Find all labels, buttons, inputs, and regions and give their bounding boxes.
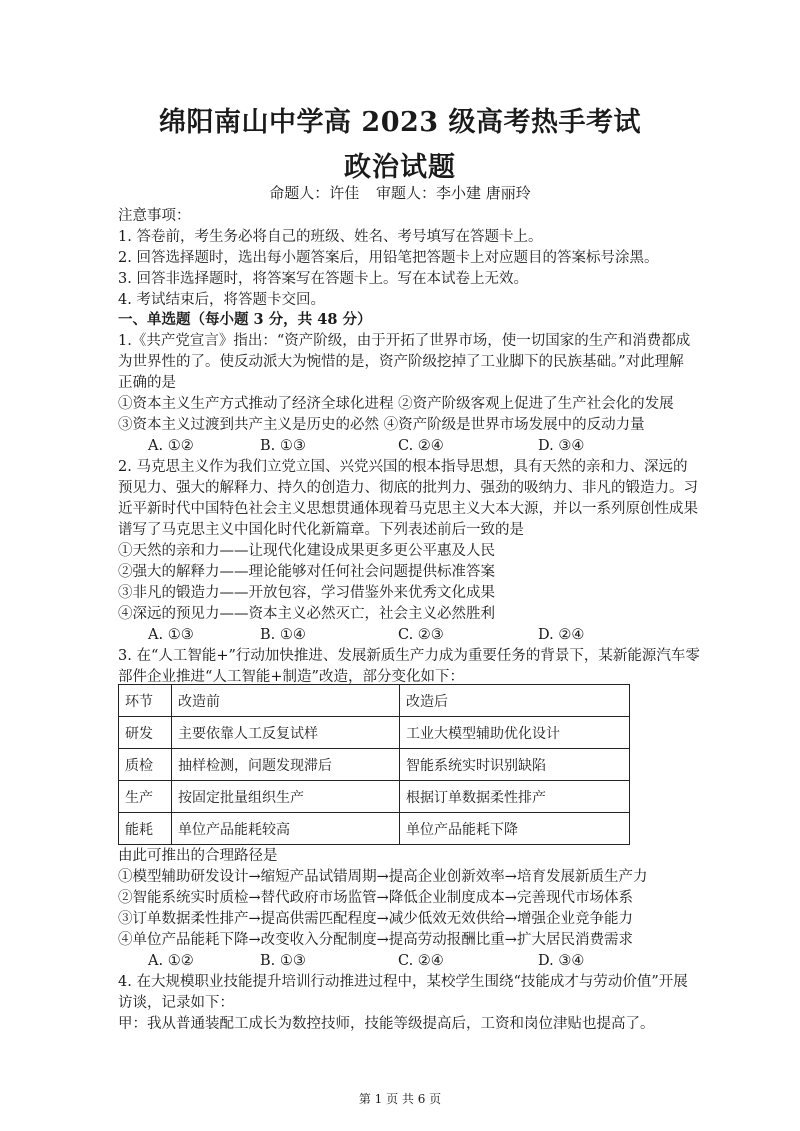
subject-title: 政治试题 (344, 152, 456, 183)
table-cell: 单位产品能耗较高 (172, 813, 400, 845)
table-cell: 根据订单数据柔性排产 (400, 781, 630, 813)
q2-statement: ④深远的预见力——资本主义必然灭亡，社会主义必然胜利 (118, 606, 495, 622)
q1-option-b: B. ①③ (260, 438, 306, 454)
q3-option-c: C. ②④ (398, 953, 444, 969)
reviewer: 审题人：李小建 唐丽玲 (376, 184, 531, 202)
q4-stem-line: 访谈，记录如下： (118, 995, 234, 1011)
q1-stem-line: 正确的是 (118, 375, 176, 391)
q3-stem-line: 部件企业推进“人工智能+制造”改造，部分变化如下： (118, 669, 464, 685)
q3-option-a: A. ①② (148, 953, 194, 969)
q2-option-b: B. ①④ (260, 627, 306, 643)
exam-title: 绵阳南山中学高 2023 级高考热手考试 (159, 107, 641, 138)
notice-item: 4. 考试结束后，将答题卡交回。 (118, 292, 325, 308)
q3-option-b: B. ①③ (260, 953, 306, 969)
q2-option-d: D. ②④ (538, 627, 585, 643)
q1-stem-line: 为世界性的了。使反动派大为惋惜的是，资产阶级挖掉了工业脚下的民族基础。”对此理解 (118, 354, 684, 370)
q1-option-d: D. ③④ (538, 438, 585, 454)
table-cell: 主要依靠人工反复试样 (172, 717, 400, 749)
q2-stem-line: 2. 马克思主义作为我们立党立国、兴党兴国的根本指导思想，具有天然的亲和力、深远的 (118, 459, 688, 475)
notice-item: 2. 回答选择题时，选出每小题答案后，用铅笔把答题卡上对应题目的答案标号涂黑。 (118, 250, 659, 266)
q1-option-a: A. ①② (148, 438, 194, 454)
table-cell: 研发 (119, 717, 172, 749)
q2-statement: ③非凡的锻造力——开放包容，学习借鉴外来优秀文化成果 (118, 585, 495, 601)
table-cell: 能耗 (119, 813, 172, 845)
table-cell: 生产 (119, 781, 172, 813)
q3-stem-line: 3. 在“人工智能+”行动加快推进、发展新质生产力成为重要任务的背景下，某新能源汽车零 (118, 648, 700, 664)
q2-statement: ①天然的亲和力——让现代化建设成果更多更公平惠及人民 (118, 543, 495, 559)
q4-stem-line: 4. 在大规模职业技能提升培训行动推进过程中，某校学生围绕“技能成才与劳动价值”开展 (118, 974, 688, 990)
table-row (119, 813, 630, 845)
table-cell: 质检 (119, 749, 172, 781)
table-header-row (119, 685, 630, 717)
q1-stem-line: 1.《共产党宣言》指出：“资产阶级，由于开拓了世界市场，使一切国家的生产和消费都成 (118, 333, 691, 349)
q3-statement: ②智能系统实时质检→替代政府市场监管→降低企业制度成本→完善现代市场体系 (118, 890, 633, 906)
table-header-cell: 改造后 (400, 685, 630, 717)
q2-statement: ②强大的解释力——理论能够对任何社会问题提供标准答案 (118, 564, 495, 580)
authors-line (0, 182, 800, 203)
notice-heading: 注意事项： (118, 208, 191, 224)
q2-stem-line: 谱写了马克思主义中国化时代化新篇章。下列表述前后一致的是 (118, 522, 524, 538)
table-cell: 智能系统实时识别缺陷 (400, 749, 630, 781)
table-header-cell: 环节 (119, 685, 172, 717)
q3-statement: ④单位产品能耗下降→改变收入分配制度→提高劳动报酬比重→扩大居民消费需求 (118, 932, 633, 948)
q4-stem-line: 甲：我从普通装配工成长为数控技师，技能等级提高后，工资和岗位津贴也提高了。 (118, 1016, 655, 1032)
q3-question: 由此可推出的合理路径是 (118, 848, 278, 864)
q3-option-d: D. ③④ (538, 953, 585, 969)
q2-option-a: A. ①③ (148, 627, 194, 643)
table-cell: 抽样检测，问题发现滞后 (172, 749, 400, 781)
section-heading: 一、单选题（每小题 3 分，共 48 分） (118, 311, 372, 328)
q3-statement: ③订单数据柔性排产→提高供需匹配程度→减少低效无效供给→增强企业竞争能力 (118, 911, 633, 927)
table-row (119, 749, 630, 781)
q2-stem-line: 近平新时代中国特色社会主义思想贯通体现着马克思主义大本大源，并以一系列原创性成果 (118, 501, 698, 517)
table-cell: 工业大模型辅助优化设计 (400, 717, 630, 749)
table-header-cell: 改造前 (172, 685, 400, 717)
table-cell: 单位产品能耗下降 (400, 813, 630, 845)
q2-stem-line: 预见力、强大的解释力、持久的创造力、彻底的批判力、强劲的吸纳力、非凡的锻造力。习 (118, 480, 698, 496)
transformation-table (118, 684, 630, 845)
page-footer: 第 1 页 共 6 页 (358, 1092, 442, 1106)
table-row (119, 781, 630, 813)
setter: 命题人：许佳 (269, 184, 360, 202)
q1-statement: ③资本主义过渡到共产主义是历史的必然 ④资产阶级是世界市场发展中的反动力量 (118, 417, 645, 433)
table-cell: 按固定批量组织生产 (172, 781, 400, 813)
q1-option-c: C. ②④ (398, 438, 444, 454)
q3-statement: ①模型辅助研发设计→缩短产品试错周期→提高企业创新效率→培育发展新质生产力 (118, 869, 648, 885)
q2-option-c: C. ②③ (398, 627, 444, 643)
notice-item: 3. 回答非选择题时，将答案写在答题卡上。写在本试卷上无效。 (118, 271, 528, 287)
table-row (119, 717, 630, 749)
notice-item: 1. 答卷前，考生务必将自己的班级、姓名、考号填写在答题卡上。 (118, 229, 543, 245)
q1-statement: ①资本主义生产方式推动了经济全球化进程 ②资产阶级客观上促进了生产社会化的发展 (118, 396, 674, 412)
